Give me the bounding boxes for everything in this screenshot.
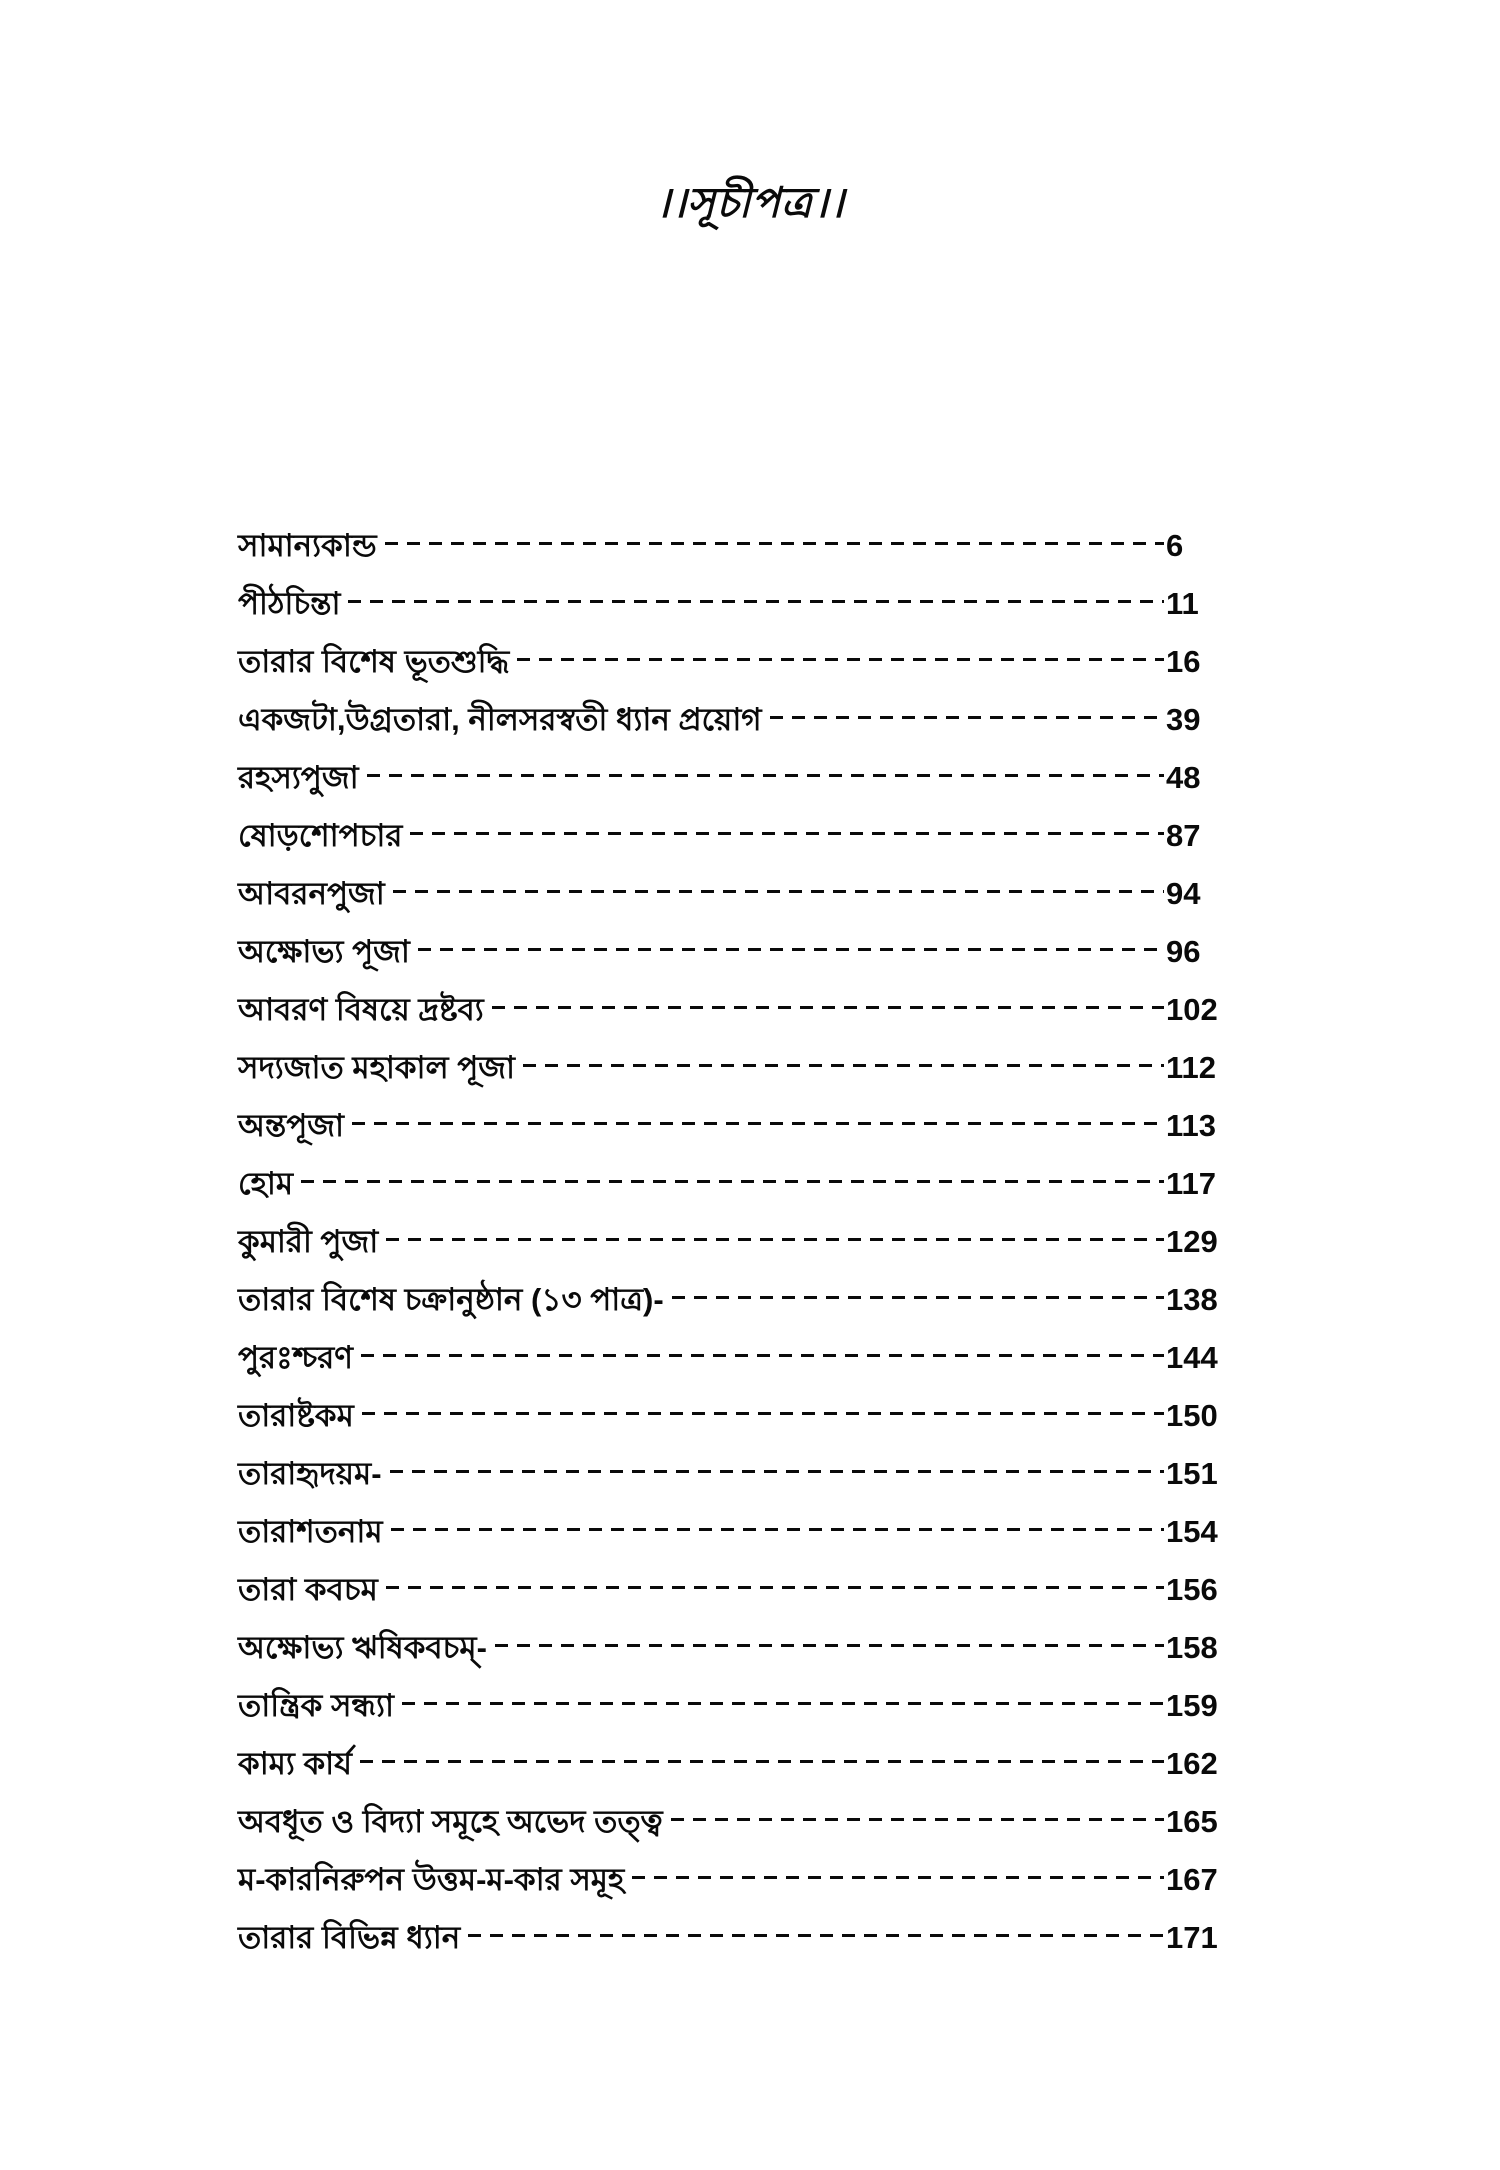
toc-entry-label: কুমারী পুজা <box>238 1224 379 1259</box>
toc-entry-page-number: 94 <box>1166 876 1201 911</box>
toc-entry[interactable] <box>238 1453 1228 1511</box>
toc-entry-page-number: 154 <box>1166 1514 1218 1549</box>
toc-entry-page-number: 150 <box>1166 1398 1218 1433</box>
toc-entry-page-number: 138 <box>1166 1282 1218 1317</box>
toc-entry[interactable] <box>238 525 1228 583</box>
document-page <box>0 170 1500 2170</box>
toc-entry-page-number: 113 <box>1166 1108 1217 1143</box>
toc-leader-dashes <box>672 1279 1164 1310</box>
toc-entry[interactable] <box>238 699 1228 757</box>
toc-entry-page-number: 167 <box>1166 1862 1218 1897</box>
toc-entry-page-number: 16 <box>1166 644 1201 679</box>
toc-entry-label: আবরনপুজা <box>238 876 385 911</box>
toc-entry-label: তারাশতনাম <box>238 1514 383 1549</box>
toc-entry[interactable] <box>238 757 1228 815</box>
toc-entry[interactable] <box>238 1395 1228 1453</box>
toc-leader-dashes <box>671 1801 1164 1832</box>
toc-leader-dashes <box>393 873 1164 904</box>
toc-entry-page-number: 156 <box>1166 1572 1218 1607</box>
toc-entry-label: পীঠচিন্তা <box>238 586 341 621</box>
toc-entry-page-number: 159 <box>1166 1688 1218 1723</box>
toc-entry[interactable] <box>238 1743 1228 1801</box>
toc-entry-page-number: 162 <box>1166 1746 1218 1781</box>
toc-entry-page-number: 48 <box>1166 760 1201 795</box>
toc-entry-page-number: 117 <box>1166 1166 1217 1201</box>
toc-entry-page-number: 87 <box>1166 818 1201 853</box>
toc-entry[interactable] <box>238 1163 1228 1221</box>
toc-entry[interactable] <box>238 1221 1228 1279</box>
toc-entry-page-number: 112 <box>1166 1050 1217 1085</box>
toc-entry[interactable] <box>238 1569 1228 1627</box>
toc-leader-dashes <box>361 1337 1164 1368</box>
toc-leader-dashes <box>418 931 1164 962</box>
toc-entry-page-number: 11 <box>1166 586 1199 621</box>
toc-entry[interactable] <box>238 1047 1228 1105</box>
toc-leader-dashes <box>517 641 1164 672</box>
toc-leader-dashes <box>632 1859 1164 1890</box>
toc-entry-label: তান্ত্রিক সন্ধ্যা <box>238 1688 394 1723</box>
toc-entry-label: ম-কারনিরুপন উত্তম-ম-কার সমূহ <box>238 1862 625 1897</box>
toc-leader-dashes <box>386 1221 1164 1252</box>
toc-entry[interactable] <box>238 873 1228 931</box>
toc-entry-label: তারাহৃদয়ম- <box>238 1456 382 1491</box>
toc-leader-dashes <box>770 699 1164 730</box>
toc-leader-dashes <box>391 1511 1164 1542</box>
toc-entry-label: আবরণ বিষয়ে দ্রষ্টব্য <box>238 992 484 1027</box>
toc-entry-page-number: 39 <box>1166 702 1201 737</box>
toc-entry[interactable] <box>238 1337 1228 1395</box>
toc-leader-dashes <box>492 989 1164 1020</box>
toc-entry[interactable] <box>238 1801 1228 1859</box>
toc-entry-page-number: 144 <box>1166 1340 1218 1375</box>
page-title: ।।সূচীপত্র।। <box>655 181 845 227</box>
toc-entry-label: পুরঃশ্চরণ <box>238 1340 354 1375</box>
toc-entry-label: ষোড়শোপচার <box>238 818 403 853</box>
toc-leader-dashes <box>410 815 1164 846</box>
toc-entry-page-number: 151 <box>1166 1456 1218 1491</box>
toc-entry[interactable] <box>238 641 1228 699</box>
toc-leader-dashes <box>352 1105 1164 1136</box>
toc-entry[interactable] <box>238 815 1228 873</box>
toc-entry-page-number: 165 <box>1166 1804 1218 1839</box>
table-of-contents <box>238 525 1228 1975</box>
toc-entry-label: সদ্যজাত মহাকাল পূজা <box>238 1050 515 1085</box>
toc-leader-dashes <box>402 1685 1164 1716</box>
toc-entry-label: অক্ষোভ্য ঋষিকবচম্- <box>238 1630 487 1665</box>
toc-entry-page-number: 96 <box>1166 934 1201 969</box>
toc-entry-page-number: 158 <box>1166 1630 1218 1665</box>
toc-entry-label: তারার বিভিন্ন ধ্যান <box>238 1920 461 1955</box>
toc-entry-label: তারার বিশেষ ভূতশুদ্ধি <box>238 644 510 679</box>
toc-entry[interactable] <box>238 583 1228 641</box>
toc-entry-label: তারার বিশেষ চক্রানুষ্ঠান (১৩ পাত্র)- <box>238 1282 664 1317</box>
toc-entry[interactable] <box>238 931 1228 989</box>
toc-entry-label: অন্তপূজা <box>238 1108 344 1143</box>
toc-leader-dashes <box>390 1453 1164 1484</box>
toc-entry-label: হোম <box>238 1166 294 1201</box>
toc-leader-dashes <box>523 1047 1164 1078</box>
toc-entry[interactable] <box>238 989 1228 1047</box>
toc-leader-dashes <box>495 1627 1164 1658</box>
toc-leader-dashes <box>386 1569 1164 1600</box>
toc-entry[interactable] <box>238 1627 1228 1685</box>
toc-entry-label: অক্ষোভ্য পূজা <box>238 934 410 969</box>
toc-entry-label: রহস্যপুজা <box>238 760 359 795</box>
toc-leader-dashes <box>367 757 1164 788</box>
toc-entry[interactable] <box>238 1859 1228 1917</box>
toc-entry[interactable] <box>238 1917 1228 1975</box>
toc-entry[interactable] <box>238 1105 1228 1163</box>
toc-leader-dashes <box>362 1395 1164 1426</box>
toc-leader-dashes <box>468 1917 1164 1948</box>
toc-entry-label: কাম্য কার্য <box>238 1746 353 1781</box>
toc-leader-dashes <box>301 1163 1164 1194</box>
toc-entry[interactable] <box>238 1279 1228 1337</box>
toc-leader-dashes <box>360 1743 1164 1774</box>
toc-entry-label: তারাষ্টকম <box>238 1398 354 1433</box>
toc-entry-label: সামান্যকান্ড <box>238 528 377 563</box>
toc-entry-label: একজটা,উগ্রতারা, নীলসরস্বতী ধ্যান প্রয়োগ <box>238 702 762 737</box>
toc-entry[interactable] <box>238 1685 1228 1743</box>
toc-entry-page-number: 102 <box>1166 992 1218 1027</box>
toc-entry-label: অবধূত ও বিদ্যা সমূহে অভেদ তত্ত্ব <box>238 1804 663 1839</box>
toc-entry[interactable] <box>238 1511 1228 1569</box>
toc-entry-label: তারা কবচম <box>238 1572 378 1607</box>
toc-entry-page-number: 6 <box>1166 528 1184 563</box>
toc-entry-page-number: 171 <box>1166 1920 1218 1955</box>
toc-leader-dashes <box>385 525 1164 556</box>
toc-leader-dashes <box>348 583 1164 614</box>
toc-entry-page-number: 129 <box>1166 1224 1218 1259</box>
